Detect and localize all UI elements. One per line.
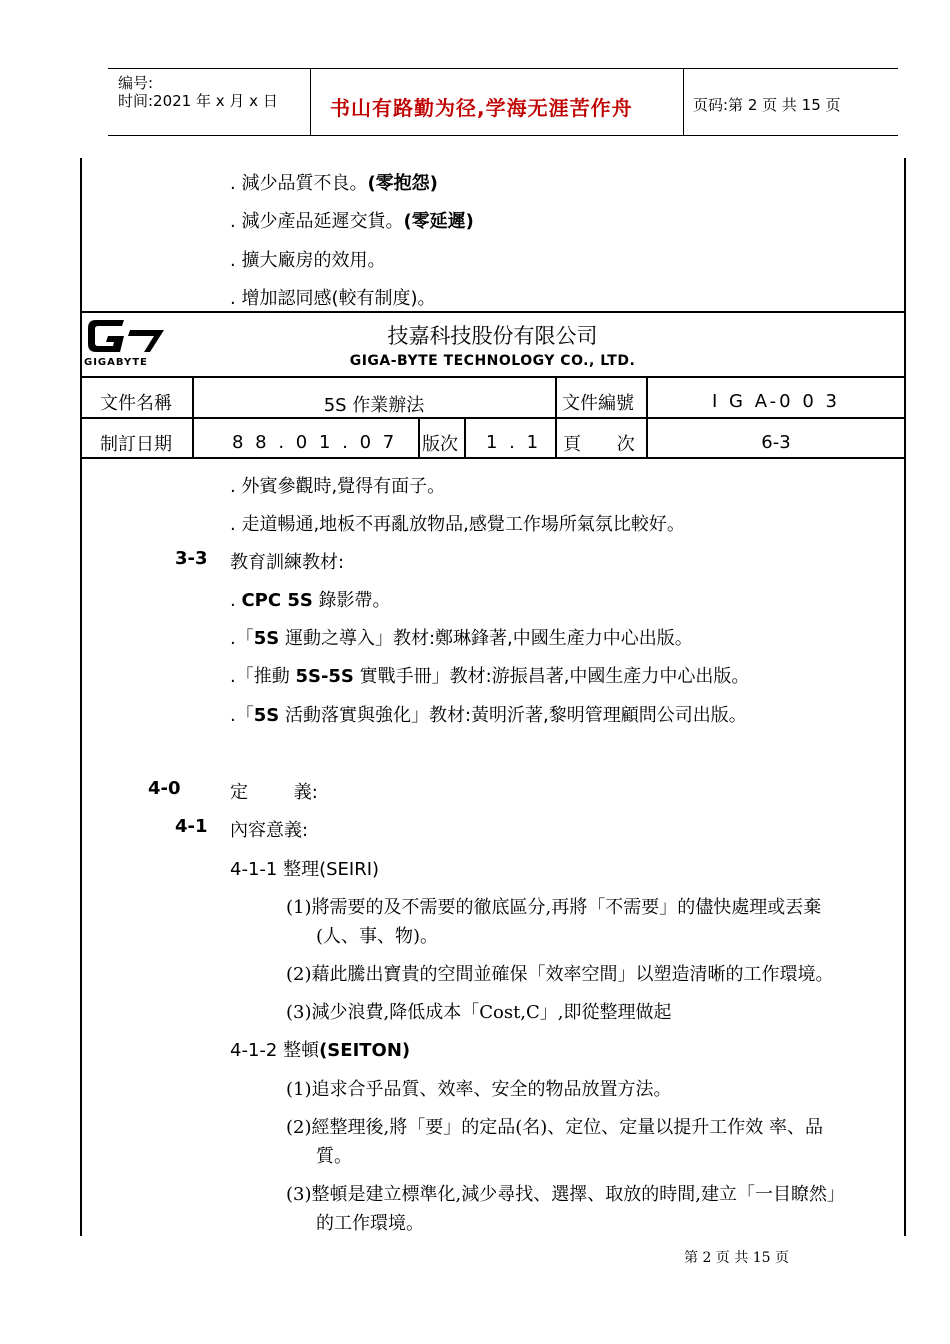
content-line-1: . 外賓參觀時,覺得有面子。: [230, 476, 446, 497]
seiton-item-1: (1)追求合乎品質、效率、安全的物品放置方法。: [286, 1079, 672, 1100]
section-4-1-2-prefix: 4-1-2 整頓: [230, 1040, 320, 1061]
material-4-prefix: .「: [230, 705, 254, 726]
material-3: [230, 662, 749, 688]
section-4-0-number: 4-0: [148, 778, 181, 799]
top-line-4: . 增加認同感(較有制度)。: [230, 288, 436, 309]
date-value: 8 8 . 0 1 . 0 7: [232, 432, 398, 453]
table-border-row2: [81, 457, 906, 459]
material-2-rest: 運動之導入」教材:鄭琳鋒著,中國生產力中心出版。: [279, 628, 693, 649]
col-line-2: [555, 377, 557, 458]
section-3-3-title: 教育訓練教材:: [230, 552, 345, 573]
material-1-prefix: .: [230, 590, 242, 611]
material-1: [230, 586, 391, 612]
content-line-2: . 走道暢通,地板不再亂放物品,感覺工作場所氣氛比較好。: [230, 514, 685, 535]
header-top-border: [108, 68, 898, 69]
version-value: 1 . 1: [486, 432, 542, 453]
material-1-rest: 錄影帶。: [312, 590, 391, 611]
version-label: 版次: [422, 434, 458, 455]
header-bottom-border: [108, 135, 898, 136]
header-page-label: 页码:第 2 页 共 15 页: [693, 96, 841, 114]
header-time-label: 时间:2021 年 x 月 x 日: [118, 92, 278, 110]
header-divider-right: [683, 68, 684, 136]
top-line-3: . 擴大廠房的效用。: [230, 250, 386, 271]
doc-no-value: I G A-0 0 3: [712, 391, 840, 412]
col-line-1: [192, 377, 194, 458]
top-line-2: [230, 207, 474, 233]
seiton-item-2-cont: 質。: [316, 1146, 352, 1167]
material-3-rest: 實戰手冊」教材:游振昌著,中國生產力中心出版。: [353, 666, 750, 687]
section-3-3-number: 3-3: [175, 548, 208, 569]
top-line-1-suffix: (零抱怨): [367, 173, 438, 194]
header-motto: 书山有路勤为径,学海无涯苦作舟: [330, 96, 633, 120]
seiri-item-3: (3)減少浪費,降低成本「Cost,C」,即從整理做起: [286, 1002, 672, 1023]
material-4-rest: 活動落實與強化」教材:黃明沂著,黎明管理顧問公司出版。: [279, 705, 747, 726]
material-2-prefix: .「: [230, 628, 254, 649]
top-line-1-text: . 減少品質不良。: [230, 173, 368, 194]
section-4-0-title: 定 義:: [230, 782, 318, 803]
table-border-top: [81, 311, 906, 313]
seiri-item-2: (2)藉此騰出寶貴的空間並確保「效率空間」以塑造清晰的工作環境。: [286, 964, 834, 985]
section-4-1-title: 內容意義:: [230, 820, 309, 841]
table-border-company: [81, 376, 906, 378]
material-2-bold: 5S: [253, 628, 280, 649]
date-label: 制訂日期: [100, 434, 172, 455]
top-line-2-suffix: (零延遲): [403, 211, 474, 232]
doc-name-value: 5S 作業辦法: [323, 395, 425, 416]
seiri-item-1: (1)將需要的及不需要的徹底區分,再將「不需要」的儘快處理或丟棄: [286, 897, 822, 918]
seiton-item-3: (3)整頓是建立標準化,減少尋找、選擇、取放的時間,建立「一目瞭然」: [286, 1184, 845, 1205]
material-4-bold: 5S: [253, 705, 280, 726]
table-border-row1: [81, 417, 906, 419]
material-2: [230, 624, 693, 650]
section-4-1-2-bold: (SEITON): [319, 1040, 411, 1061]
seiton-item-3-cont: 的工作環境。: [316, 1213, 424, 1234]
section-4-1-1-heading: 4-1-1 整理(SEIRI): [230, 859, 380, 880]
footer-page-number: 第 2 页 共 15 页: [684, 1250, 789, 1266]
company-name-cn: 技嘉科技股份有限公司: [387, 324, 598, 348]
page-label: 頁 次: [563, 434, 635, 455]
section-4-1-number: 4-1: [175, 816, 208, 837]
material-4: [230, 701, 747, 727]
company-name-en: GIGA-BYTE TECHNOLOGY CO., LTD.: [349, 353, 636, 369]
material-1-bold: CPC 5S: [241, 590, 313, 611]
col-line-version-value: [464, 418, 466, 458]
page-value: 6-3: [761, 432, 791, 453]
seiton-item-2: (2)經整理後,將「要」的定品(名)、定位、定量以提升工作效 率、品: [286, 1117, 823, 1138]
header-number-label: 编号:: [118, 74, 154, 92]
material-3-bold: 5S-5S: [295, 666, 354, 687]
section-4-1-2-heading: [230, 1036, 410, 1062]
material-3-prefix: .「推動: [230, 666, 296, 687]
gigabyte-logo-text: GIGABYTE: [84, 357, 148, 368]
doc-no-label: 文件編號: [562, 393, 634, 414]
header-divider-left: [310, 68, 311, 136]
top-line-1: [230, 169, 438, 195]
col-line-version: [418, 418, 420, 458]
seiri-item-1-cont: (人、事、物)。: [316, 926, 439, 947]
top-line-2-text: . 減少產品延遲交貨。: [230, 211, 404, 232]
doc-name-label: 文件名稱: [100, 393, 172, 414]
